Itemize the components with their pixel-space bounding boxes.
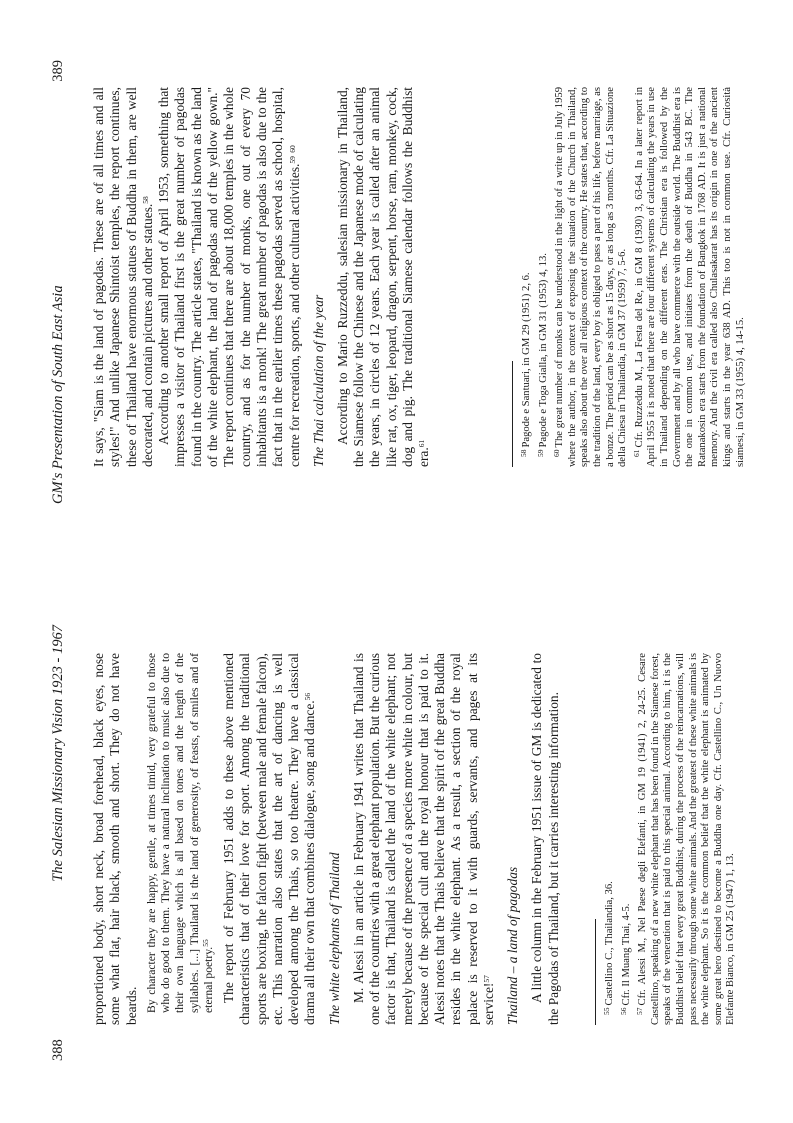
footnote-text: Castellino C., Thailandia, 36. xyxy=(604,881,615,1006)
footnote-rule xyxy=(595,919,596,1025)
footnote xyxy=(631,87,747,467)
footnote-ref: 60 xyxy=(287,145,297,153)
block-quote xyxy=(145,653,216,1013)
right-page xyxy=(0,0,793,561)
right-page-body xyxy=(91,87,433,467)
left-page-body xyxy=(91,653,562,1025)
paragraph-text: It says, "Siam is the land of pagodas. These are of all times and all styles!" And unlike Japanese Shintoist temples, the report continues, these of Thailand have enormous statues of Buddha in them, are well decorated, and contain pictures and other statues. xyxy=(91,87,155,467)
page-number: 389 xyxy=(50,60,66,82)
paragraph xyxy=(221,653,319,1025)
quote-text: By character they are happy, gentle, at times timid, very grateful to those who do good to them. They have a natural inclination to music also due to their own language which is all based on tones and the length of the syllables. [...] Thailand is the land of generosity, of feasts, of smiles and of eternal poetry. xyxy=(144,653,215,1013)
footnote-text: Pagode e Toga Gialla, in GM 31 (1953) 4, 13. xyxy=(537,253,549,448)
footnote xyxy=(535,87,551,467)
continuation-paragraph: proportioned body, short neck, broad forehead, black eyes, nose some what flat, hair black, smooth and short. They do not have beards. xyxy=(91,653,139,1025)
footnote-ref: 56 xyxy=(303,692,313,701)
footnote-text: Cfr. Ruzzeddu M., La Festa del Re, in GM 8 (1930) 3, 63-64. In a later report in April 1955 it is noted that there are four different systems of calculating the years in use in Thailand depending on the different eras. The Christian era is followed by the Government and by all who have commerce with the outside world. The Buddhist era is the one in common use, and initiates from the death of Buddha in 543 BC. The Ratanakosin era starts from the foundation of Bangkok in 1768 AD. It is just a national memory. And the civil era called also Chulasakarat has its origin in one of the ancient kings and starts in the year 638 AD. This too is not in common use. Cfr. Curiosità siamesi, in GM 33 (1955) 4, 14-15. xyxy=(633,87,746,467)
section-heading: The white elephants of Thailand xyxy=(326,852,342,1025)
footnote-ref: 61 xyxy=(417,439,427,448)
footnote xyxy=(551,87,630,467)
paragraph xyxy=(335,87,433,467)
footnote-text: The great number of monks can be understood in the light of a write up in July 1959 where the author, in the context of exposing the situation of the Church in Thailand, speaks also about the over all religious context of the country. He states that, according to the tradition of the land, every boy is obliged to pass a part of his life, before marriage, as a bonze. The period can be as short as 15 days, or as long as 3 months. Cfr. La Situazione della Chiesa in Thailandia, in GM 37 (1959) 7, 5-6. xyxy=(554,87,629,467)
footnote-number: 58 xyxy=(519,449,528,457)
footnote-number: 55 xyxy=(602,1007,611,1015)
paragraph xyxy=(91,87,156,467)
section-heading: The Thai calculation of the year xyxy=(310,294,326,467)
paragraph-text: M. Alessi in an article in February 1941 writes that Thailand is one of the countries with a great elephant population. But the curious factor is that, Thailand is called the land of the white elephant; not merely because of the presence of a species more white in colour, but because of the special cult and the royal honour that is paid to it. Alessi notes that the Thais believe that the spirit of the great Buddha resides in the white elephant. As a result, a section of the royal palace is reserved to it with guards, servants, and pages at its service! xyxy=(350,653,497,1025)
paragraph: A little column in the February 1951 issue of GM is dedicated to the Pagodas of Thailand, but it carries interesting information. xyxy=(529,653,561,1025)
footnote-ref: 55 xyxy=(200,939,210,947)
footnote-number: 60 xyxy=(552,449,562,457)
footnote-text: Cfr. Alessi M., Nel Paese degli Elefanti, in GM 19 (1941) 2, 24-25. Cesare Castellino, speaking of a new white elephant that has been found in the Siamese forest, speaks of the veneration that is paid to this special animal. According to him, it is the Buddhist belief that every great Buddhist, during the process of the reincarnations, will pass necessarily through some white animals. And the greatest of these white animals is the white elephant. So it is the common belief that the white elephant is animated by some great hero destined to become a Buddha one day. Cfr. Castellino C., Un Nuovo Elefante Bianco, in GM 25 (1947) 1, 13. xyxy=(637,653,737,1025)
footnote-rule xyxy=(512,361,513,467)
footnote-number: 61 xyxy=(631,449,641,457)
paragraph-text: According to another small report of April 1953, something that impresses a visitor of Thailand first is the great number of pagodas found in the country. The article states, "Thailand is known as the land of the white elephant, the land of pagodas and of the yellow gown." The report continues that there are about 18,000 temples in the whole country, and as for the number of monks, one out of every 70 inhabitants is a monk! The great number of pagodas is also due to the fact that in the earlier times these pagodas served as school, hospital, centre for recreation, sports, and other cultural activities. xyxy=(156,87,302,467)
footnote-text: Pagode e Santuari, in GM 29 (1951) 2, 6. xyxy=(521,272,532,448)
footnote xyxy=(634,653,738,1025)
footnote-text: Cfr. Il Muang Thai, 4-5. xyxy=(620,903,632,1006)
footnote xyxy=(618,653,634,1025)
footnote-ref: 59 xyxy=(287,156,297,164)
footnotes xyxy=(595,653,739,1025)
paragraph-text: According to Mario Ruzzeddu, salesian missionary in Thailand, the Siamese follow the Chinese and the Japanese mode of calculating the years, in circles of 12 years. Each year is called after an animal like rat, ox, tiger, leopard, dragon, serpent, horse, ram, monkey, cock, dog and pig. The traditional Siamese calendar follows the Buddhist era. xyxy=(334,87,432,467)
section-heading: Thailand – a land of pagodas xyxy=(505,866,521,1025)
left-page xyxy=(0,563,793,1123)
running-head: GM's Presentation of South East Asia xyxy=(50,285,66,504)
page-number: 388 xyxy=(50,1039,66,1061)
running-head: The Salesian Missionary Vision 1923 - 1967 xyxy=(50,625,66,882)
footnote-number: 56 xyxy=(618,1007,628,1015)
paragraph xyxy=(156,87,303,467)
paragraph xyxy=(351,653,498,1025)
left-page-header xyxy=(50,563,72,1123)
footnotes xyxy=(512,87,748,467)
right-page-header xyxy=(50,0,72,561)
footnote xyxy=(601,653,617,1025)
footnote-number: 59 xyxy=(535,449,545,457)
footnote-number: 57 xyxy=(635,1007,645,1015)
footnote-ref: 58 xyxy=(140,196,150,204)
footnote-ref: 57 xyxy=(482,975,492,983)
footnote xyxy=(518,87,534,467)
paragraph-text: The report of February 1951 adds to these above mentioned characteristics that of their love for sport. Among the traditional sports are boxing, the falcon fight (between male and female falcon), etc. This narration also states that the art of dancing is well developed among the Thais, so too theatre. They have a classical drama all their own that combines dialogue, song and dance. xyxy=(220,653,318,1025)
